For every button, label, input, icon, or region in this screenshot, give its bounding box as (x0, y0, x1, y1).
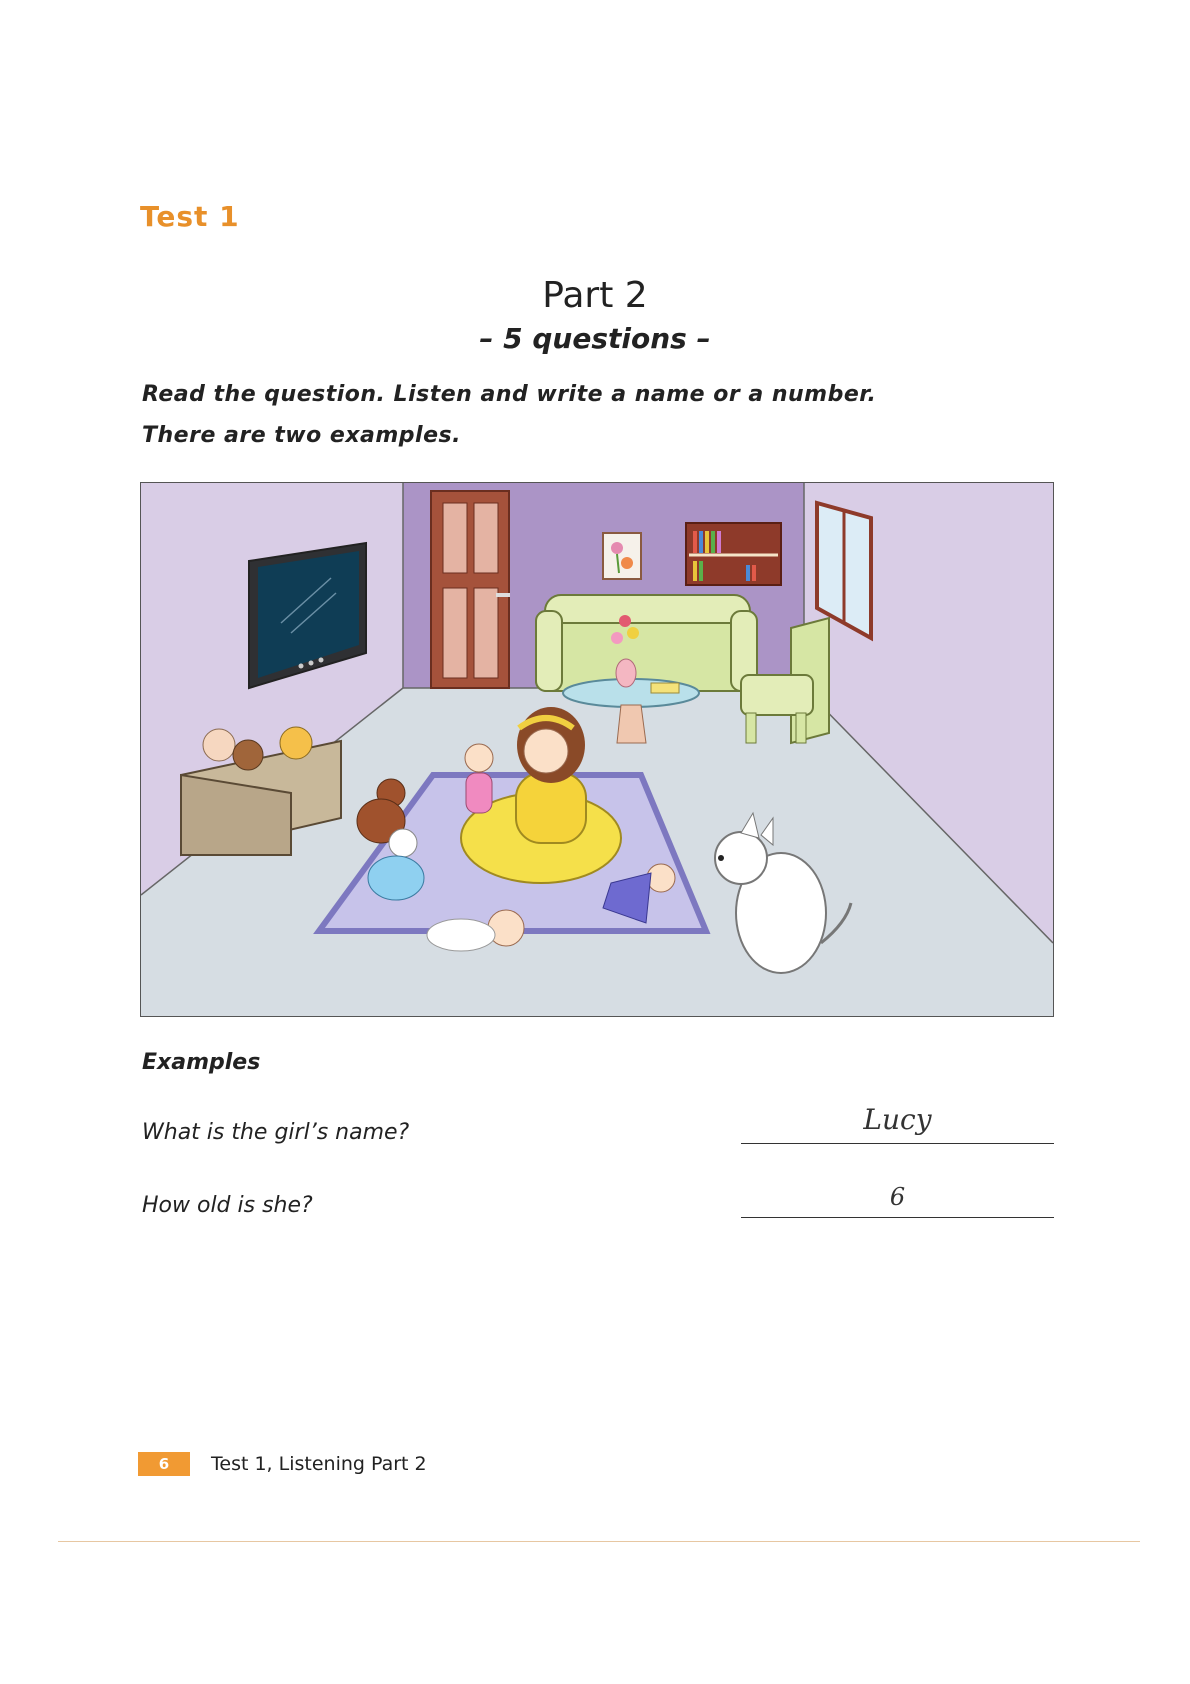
doll-icon (465, 744, 493, 813)
answer-line-1 (741, 1143, 1054, 1144)
bookshelf-icon (686, 523, 781, 585)
instruction-line-1: Read the question. Listen and write a name or a number. (142, 382, 877, 407)
sofa-icon (536, 595, 757, 691)
scene-illustration (140, 482, 1054, 1017)
instruction-line-2: There are two examples. (142, 423, 461, 448)
answer-line-2 (741, 1217, 1054, 1218)
example-answer-1: Lucy (863, 1103, 932, 1136)
footer-label: Test 1, Listening Part 2 (211, 1453, 427, 1475)
part-title: Part 2 (542, 275, 648, 316)
flower-picture-icon (603, 533, 641, 579)
part-subtitle: – 5 questions – (479, 322, 711, 355)
examples-heading: Examples (142, 1050, 261, 1075)
example-question-2: How old is she? (142, 1193, 313, 1218)
page-number-badge: 6 (138, 1452, 190, 1476)
example-answer-2: 6 (889, 1183, 906, 1211)
example-question-1: What is the girl’s name? (142, 1120, 410, 1145)
book-icon (651, 683, 679, 693)
door-icon (431, 491, 510, 688)
footer-divider (58, 1541, 1140, 1542)
test-label: Test 1 (140, 200, 240, 233)
